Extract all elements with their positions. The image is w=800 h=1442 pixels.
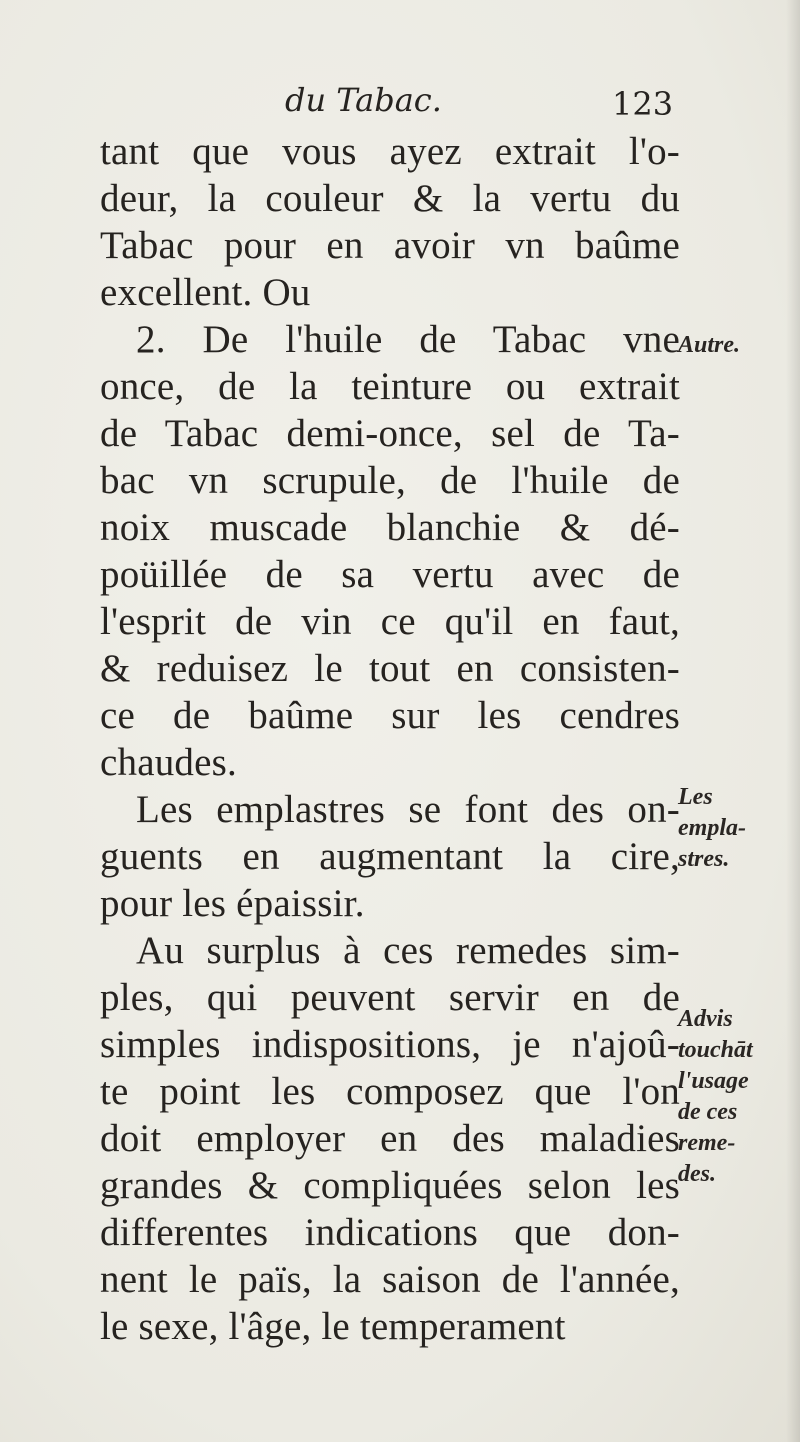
text-line: poüillée de sa vertu avec de <box>100 553 680 596</box>
text-line: excellent. Ou <box>100 271 311 314</box>
text-line: ce de baûme sur les cendres <box>100 694 680 737</box>
text-line: guents en augmentant la cire, <box>100 835 680 878</box>
margin-note-line: reme- <box>678 1130 736 1156</box>
running-head <box>0 76 800 126</box>
text-line: noix muscade blanchie & dé- <box>100 506 680 549</box>
paragraph-recipe-2 <box>100 316 680 786</box>
margin-note-line: l'usage <box>678 1068 749 1094</box>
margin-note-advis <box>678 1004 796 1190</box>
text-line: Les emplastres se font des on- <box>136 788 680 831</box>
text-line: le sexe, l'âge, le temperament <box>100 1305 566 1348</box>
text-line: nent le païs, la saison de l'année, <box>100 1258 680 1301</box>
margin-note-line: Les <box>678 784 713 810</box>
running-head-title: du Tabac. <box>285 81 442 119</box>
text-line: once, de la teinture ou extrait <box>100 365 680 408</box>
text-line: de Tabac demi-once, sel de Ta- <box>100 412 680 455</box>
text-line: chaudes. <box>100 741 237 784</box>
page-edge-shadow <box>786 0 800 1442</box>
text-line: simples indispositions, je n'ajoû- <box>100 1023 680 1066</box>
text-line: grandes & compliquées selon les <box>100 1164 680 1207</box>
text-line: tant que vous ayez extrait l'o- <box>100 130 680 173</box>
margin-note-line: touchāt <box>678 1037 753 1063</box>
margin-note-line: de ces <box>678 1099 738 1125</box>
margin-note-line: Advis <box>678 1006 733 1032</box>
paragraph-continuation <box>100 128 680 316</box>
text-line: Au surplus à ces remedes sim- <box>136 929 680 972</box>
text-line: pour les épaissir. <box>100 882 365 925</box>
margin-note-line: Autre. <box>678 332 741 358</box>
text-line: l'esprit de vin ce qu'il en faut, <box>100 600 680 643</box>
text-line: doit employer en des maladies <box>100 1117 680 1160</box>
text-line: ples, qui peuvent servir en de <box>100 976 680 1019</box>
margin-note-autre <box>678 330 796 361</box>
text-line: te point les composez que l'on <box>100 1070 680 1113</box>
body-text <box>100 128 680 1350</box>
text-line: Tabac pour en avoir vn baûme <box>100 224 680 267</box>
page-number: 123 <box>612 85 674 123</box>
paragraph-emplastres <box>100 786 680 927</box>
margin-note-line: des. <box>678 1161 716 1187</box>
margin-note-line: empla- <box>678 815 746 841</box>
text-line: deur, la couleur & la vertu du <box>100 177 680 220</box>
text-line: & reduisez le tout en consisten- <box>100 647 680 690</box>
margin-note-line: stres. <box>678 846 730 872</box>
text-line: bac vn scrupule, de l'huile de <box>100 459 680 502</box>
paragraph-advis <box>100 927 680 1350</box>
text-line: differentes indications que don- <box>100 1211 680 1254</box>
margin-note-emplastres <box>678 782 796 875</box>
text-line: 2. De l'huile de Tabac vne <box>136 318 680 361</box>
